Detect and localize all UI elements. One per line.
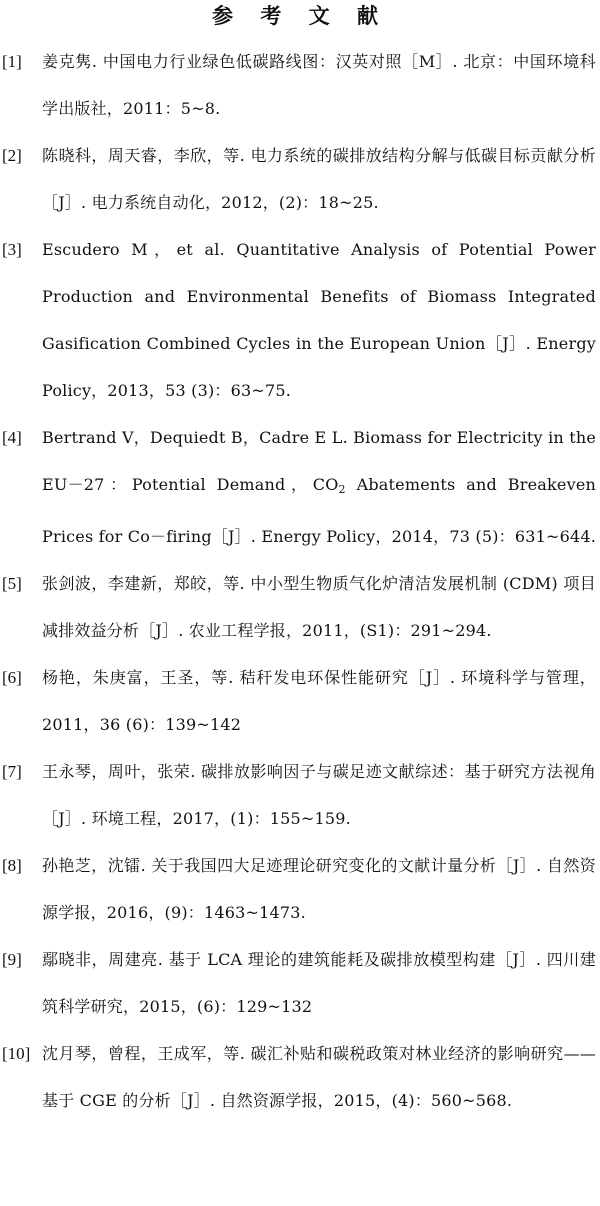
reference-number: [5] [2,574,22,593]
reference-item-4 [0,414,600,560]
reference-text: 鄢晓非，周建亮. 基于 LCA 理论的建筑能耗及碳排放模型构建［J］. 四川建筑科学研究，2015，(6)：129~132 [42,950,596,1016]
reference-text: 孙艳芝，沈镭. 关于我国四大足迹理论研究变化的文献计量分析［J］. 自然资源学报，2016，(9)：1463~1473. [42,856,596,922]
reference-number: [4] [2,428,22,447]
reference-item-5 [0,560,600,654]
reference-text: 王永琴，周叶，张荣. 碳排放影响因子与碳足迹文献综述：基于研究方法视角［J］. 环境工程，2017，(1)：155~159. [42,762,596,828]
reference-number: [8] [2,856,22,875]
reference-text: 杨艳，朱庚富，王圣，等. 秸秆发电环保性能研究［J］. 环境科学与管理，2011，36 (6)：139~142 [42,668,596,734]
reference-text: 沈月琴，曾程，王成军，等. 碳汇补贴和碳税政策对林业经济的影响研究——基于 CGE 的分析［J］. 自然资源学报，2015，(4)：560~568. [42,1044,596,1110]
reference-item-8 [0,842,600,936]
reference-item-9 [0,936,600,1030]
reference-text: 姜克隽. 中国电力行业绿色低碳路线图：汉英对照［M］. 北京：中国环境科学出版社，2011：5~8. [42,52,596,118]
reference-number: [1] [2,52,22,71]
reference-item-7 [0,748,600,842]
reference-number: [7] [2,762,22,781]
reference-number: [6] [2,668,22,687]
reference-text: Escudero M，et al. Quantitative Analysis of Potential Power Production and Environmental Benefits of Biomass Integrated Gasification Combined Cycles in the European Union［J］. Energy Policy，2013，53 (3)：63~75. [42,240,596,400]
reference-item-6 [0,654,600,748]
reference-item-1 [0,38,600,132]
reference-list [0,38,600,1124]
reference-item-3 [0,226,600,414]
reference-text-part-2: Abatements and Breakeven Prices for Co－firing［J］. Energy Policy，2014，73 (5)：631~644. [42,475,597,546]
reference-text: 陈晓科，周天睿，李欣，等. 电力系统的碳排放结构分解与低碳目标贡献分析［J］. 电力系统自动化，2012，(2)：18~25. [42,146,596,212]
subscript: 2 [338,483,346,496]
reference-text [42,414,596,560]
reference-number: [9] [2,950,22,969]
reference-text-part-1: Bertrand V，Dequiedt B，Cadre E L. Biomass for Electricity in the EU－27：Potential Demand，CO [42,428,596,494]
reference-item-2 [0,132,600,226]
reference-number: [10] [2,1044,31,1063]
reference-number: [2] [2,146,22,165]
reference-number: [3] [2,240,22,259]
reference-text: 张剑波，李建新，郑皎，等. 中小型生物质气化炉清洁发展机制 (CDM) 项目减排效益分析［J］. 农业工程学报，2011，(S1)：291~294. [42,574,596,640]
references-heading: 参 考 文 献 [212,4,388,28]
reference-item-10 [0,1030,600,1124]
